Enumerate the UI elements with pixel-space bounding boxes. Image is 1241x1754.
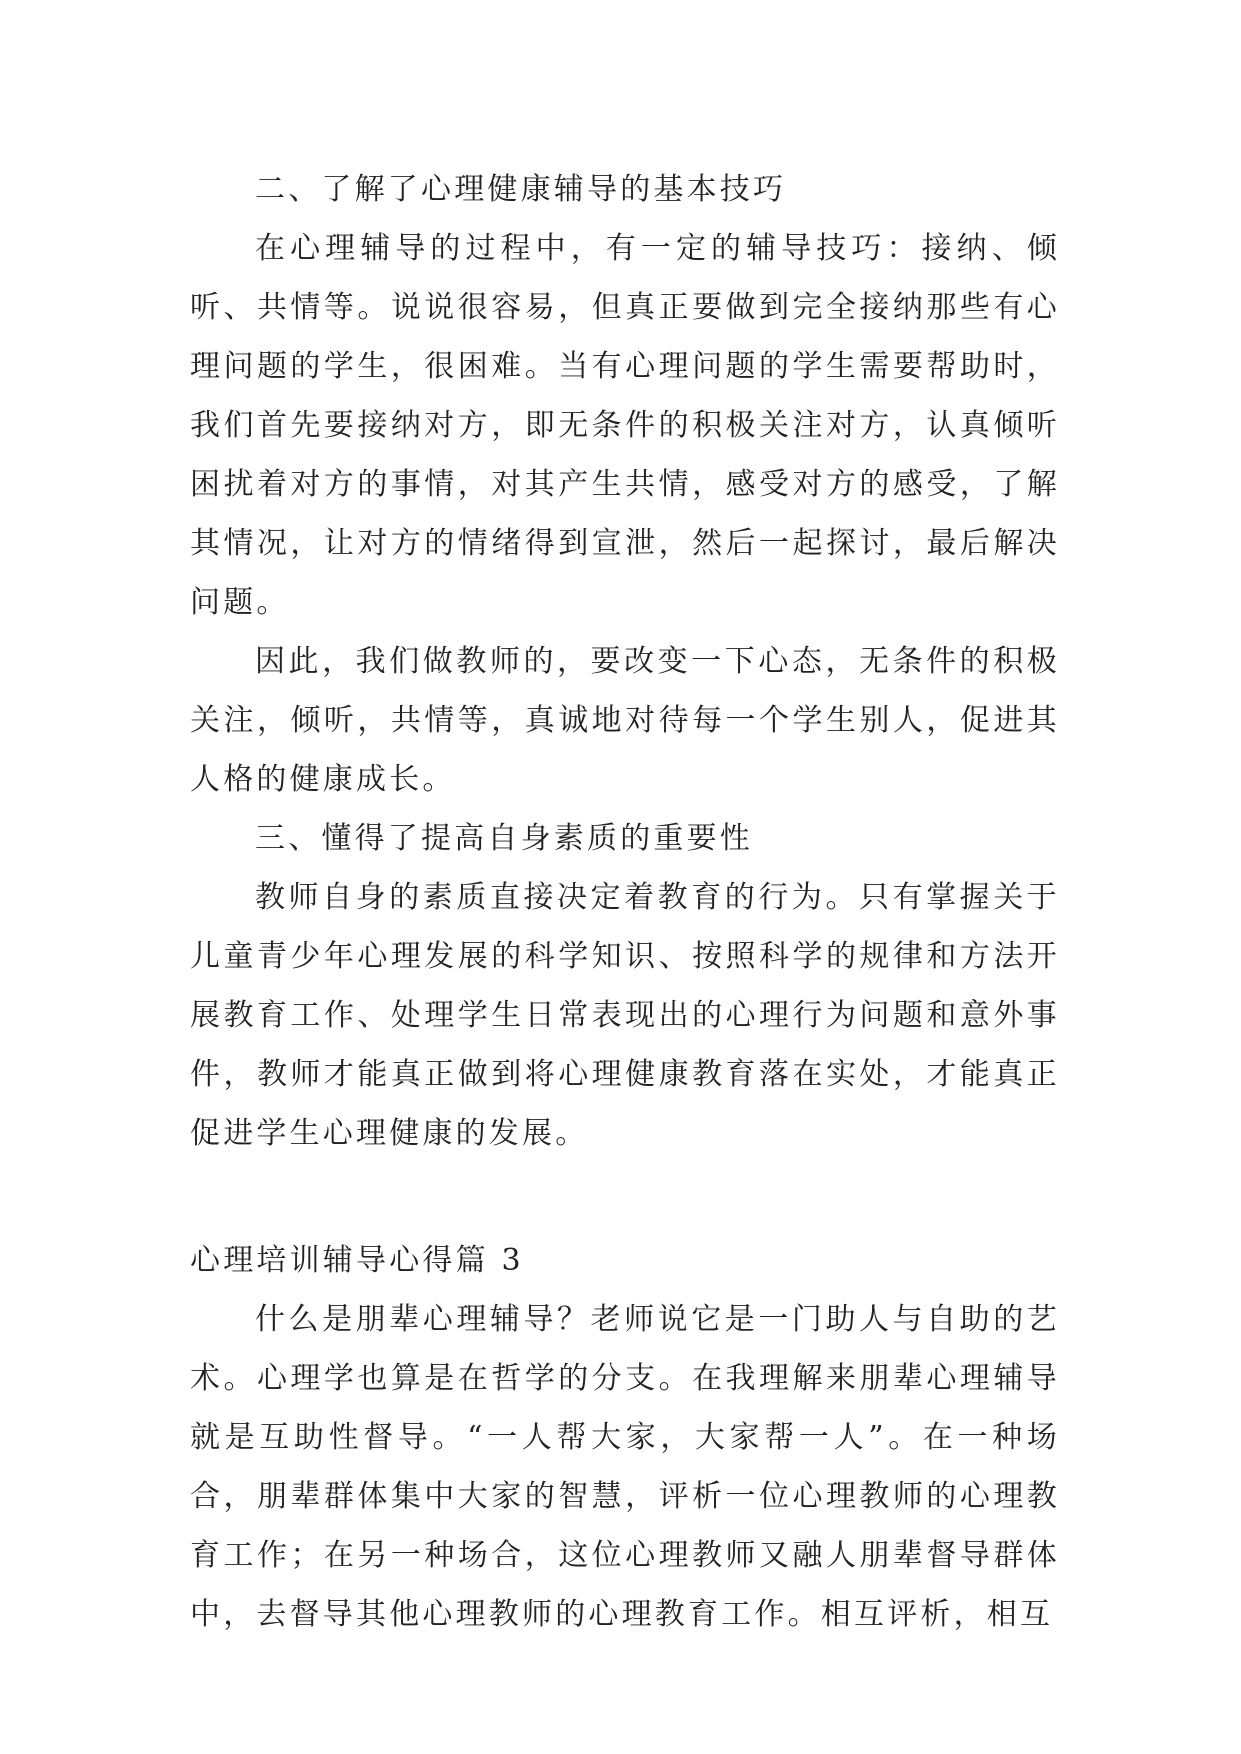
document-body [190,160,1060,1644]
paragraph-attitude: 因此，我们做教师的，要改变一下心态，无条件的积极关注，倾听，共情等，真诚地对待每一个学生别人，促进其人格的健康成长。 [190,644,1060,797]
section-heading-techniques: 二、了解了心理健康辅导的基本技巧 [255,172,787,207]
paragraph-peer-counseling: 什么是朋辈心理辅导？老师说它是一门助人与自助的艺术。心理学也算是在哲学的分支。在我理解来朋辈心理辅导就是互助性督导。“一人帮大家，大家帮一人”。在一种场合，朋辈群体集中大家的智慧，评析一位心理教师的心理教育工作；在另一种场合，这位心理教师又融人朋辈督导群体中，去督导其他心理教师的心理教育工作。相互评析，相互 [190,1302,1060,1632]
section-heading-self-quality: 三、懂得了提高自身素质的重要性 [255,821,753,856]
paragraph-techniques: 在心理辅导的过程中，有一定的辅导技巧：接纳、倾听、共情等。说说很容易，但真正要做到完全接纳那些有心理问题的学生，很困难。当有心理问题的学生需要帮助时，我们首先要接纳对方，即无条件的积极关注对方，认真倾听困扰着对方的事情，对其产生共情，感受对方的感受，了解其情况，让对方的情绪得到宣泄，然后一起探讨，最后解决问题。 [190,231,1060,620]
paragraph-self-quality: 教师自身的素质直接决定着教育的行为。只有掌握关于儿童青少年心理发展的科学知识、按照科学的规律和方法开展教育工作、处理学生日常表现出的心理行为问题和意外事件，教师才能真正做到将心理健康教育落在实处，才能真正促进学生心理健康的发展。 [190,880,1060,1151]
article-title: 心理培训辅导心得篇 3 [190,1243,524,1278]
